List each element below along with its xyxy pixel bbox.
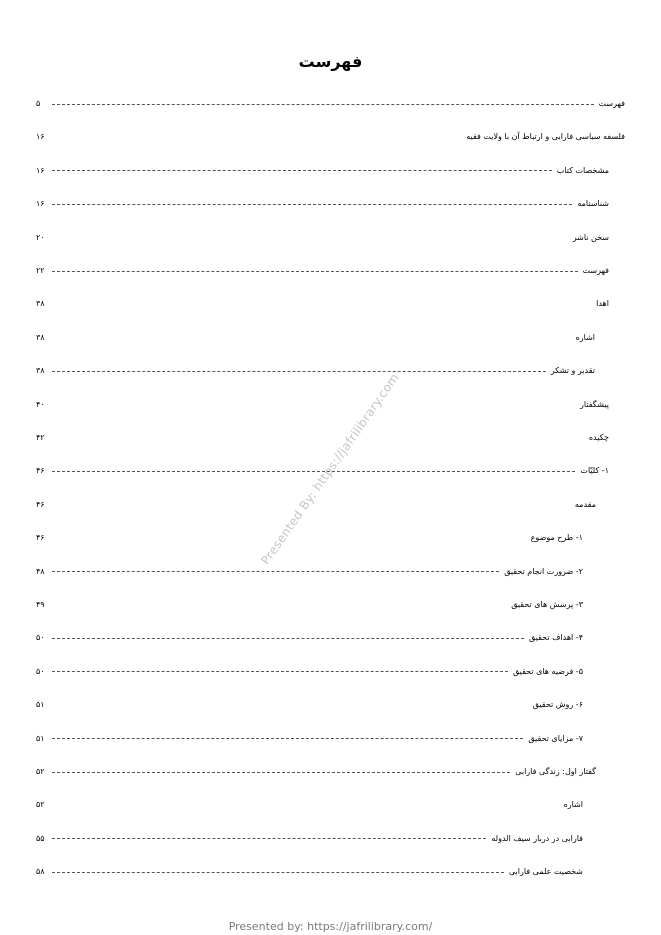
toc-entry[interactable] xyxy=(36,863,583,881)
toc-entry[interactable] xyxy=(36,162,609,180)
dot-leader xyxy=(52,671,508,672)
toc-entry-page-number: ۵۱ xyxy=(36,733,45,743)
toc-entry-page-number: ۱۶ xyxy=(36,132,45,142)
watermark: Presented By: https://jafrilibrary.com xyxy=(258,370,402,568)
toc-entry-page-number: ۴۶ xyxy=(36,499,45,509)
dot-leader xyxy=(52,371,546,372)
toc-entry-page-number: ۵۲ xyxy=(36,800,45,810)
toc-entry[interactable] xyxy=(36,295,609,313)
toc-entry-page-number: ۴۰ xyxy=(36,399,45,409)
toc-entry-page-number: ۳۸ xyxy=(36,299,45,309)
toc-entry[interactable] xyxy=(36,229,609,247)
toc-entry-page-number: ۵۰ xyxy=(36,633,45,643)
dot-leader xyxy=(52,638,524,639)
toc-entry-title: چکیده xyxy=(588,433,609,442)
toc-entry[interactable] xyxy=(36,396,609,414)
toc-entry-page-number: ۴۶ xyxy=(36,533,45,543)
toc-entry-page-number: ۵۸ xyxy=(36,867,45,877)
toc-entry-page-number: ۴۹ xyxy=(36,600,45,609)
toc-entry-title: مشخصات کتاب xyxy=(556,165,609,175)
toc-entry[interactable] xyxy=(36,429,609,447)
toc-entry-title: گفتار اول: زندگی فارابی xyxy=(515,767,596,776)
dot-leader xyxy=(52,271,578,272)
toc-entry-title: فهرست xyxy=(598,99,625,108)
toc-entry[interactable] xyxy=(36,596,583,614)
toc-entry-page-number: ۲۲ xyxy=(36,266,45,275)
toc-entry-title: ۱- کلیّات xyxy=(580,466,609,476)
toc-entry-title: پیشگفتار xyxy=(580,399,609,409)
toc-entry-title: تقدیر و تشکر xyxy=(550,366,595,376)
toc-entry[interactable] xyxy=(36,763,596,781)
toc-entry[interactable] xyxy=(36,195,609,213)
toc-entry[interactable] xyxy=(36,95,625,113)
toc-entry-title: اهدا xyxy=(596,299,609,309)
toc-entry-title: ۳- پرسش های تحقیق xyxy=(511,600,583,609)
footer-text: Presented by: https://jafrilibrary.com/ xyxy=(228,920,433,933)
toc-entry[interactable] xyxy=(36,730,583,748)
toc-entry-page-number: ۵۲ xyxy=(36,767,45,776)
toc-entry-page-number: ۴۶ xyxy=(36,466,45,476)
page-title: فهرست xyxy=(298,52,363,71)
toc-entry-title: فهرست xyxy=(582,266,609,275)
dot-leader xyxy=(52,204,572,205)
toc-entry[interactable] xyxy=(36,529,583,547)
dot-leader xyxy=(52,872,504,873)
toc-entry-page-number: ۳۸ xyxy=(36,366,45,376)
dot-leader xyxy=(52,772,510,773)
toc-entry[interactable] xyxy=(36,663,583,681)
toc-entry-title: فلسفه سیاسی فارابی و ارتباط آن با ولایت فقیه xyxy=(466,132,625,142)
toc-entry-page-number: ۱۶ xyxy=(36,199,45,209)
toc-entry[interactable] xyxy=(36,262,609,280)
dot-leader xyxy=(52,104,594,105)
dot-leader xyxy=(52,170,552,171)
toc-entry-page-number: ۳۸ xyxy=(36,332,45,342)
toc-entry-page-number: ۴۲ xyxy=(36,433,45,442)
toc-entry-title: ۷- مزایای تحقیق xyxy=(528,733,583,743)
toc-entry-title: اشاره xyxy=(575,332,595,342)
toc-entry-title: اشاره xyxy=(563,800,583,810)
toc-entry[interactable] xyxy=(36,128,625,146)
dot-leader xyxy=(52,471,575,472)
toc-entry-page-number: ۵۰ xyxy=(36,666,45,676)
toc-entry-title: فارابی در دربار سیف الدوله xyxy=(491,833,583,843)
toc-entry[interactable] xyxy=(36,696,583,714)
toc-entry-page-number: ۵۵ xyxy=(36,833,45,843)
dot-leader xyxy=(52,738,523,739)
toc-entry[interactable] xyxy=(36,362,595,380)
toc-entry-title: ۲- ضرورت انجام تحقیق xyxy=(504,566,583,576)
toc-entry-title: مقدمه xyxy=(574,499,596,509)
toc-entry-title: ۵- فرضیه های تحقیق xyxy=(513,666,583,676)
toc-entry-title: شناسنامه xyxy=(577,199,609,209)
dot-leader xyxy=(52,838,486,839)
toc-entry-page-number: ۲۰ xyxy=(36,232,45,242)
toc-entry-page-number: ۴۸ xyxy=(36,566,45,576)
dot-leader xyxy=(52,571,499,572)
toc-entry-page-number: ۵ xyxy=(36,99,41,108)
toc-entry[interactable] xyxy=(36,329,595,347)
toc-entry-title: شخصیت علمی فارابی xyxy=(508,867,583,877)
toc-entry[interactable] xyxy=(36,830,583,848)
toc-entry-title: ۱- طرح موضوع xyxy=(530,533,583,543)
toc-entry[interactable] xyxy=(36,796,583,814)
toc-entry-page-number: ۱۶ xyxy=(36,165,45,175)
toc-entry-title: سخن ناشر xyxy=(572,232,609,242)
toc-entry-title: ۶- روش تحقیق xyxy=(532,700,583,710)
toc-entry-title: ۴- اهداف تحقیق xyxy=(529,633,583,643)
toc-entry[interactable] xyxy=(36,563,583,581)
toc-entry-page-number: ۵۱ xyxy=(36,700,45,710)
toc-entry[interactable] xyxy=(36,629,583,647)
